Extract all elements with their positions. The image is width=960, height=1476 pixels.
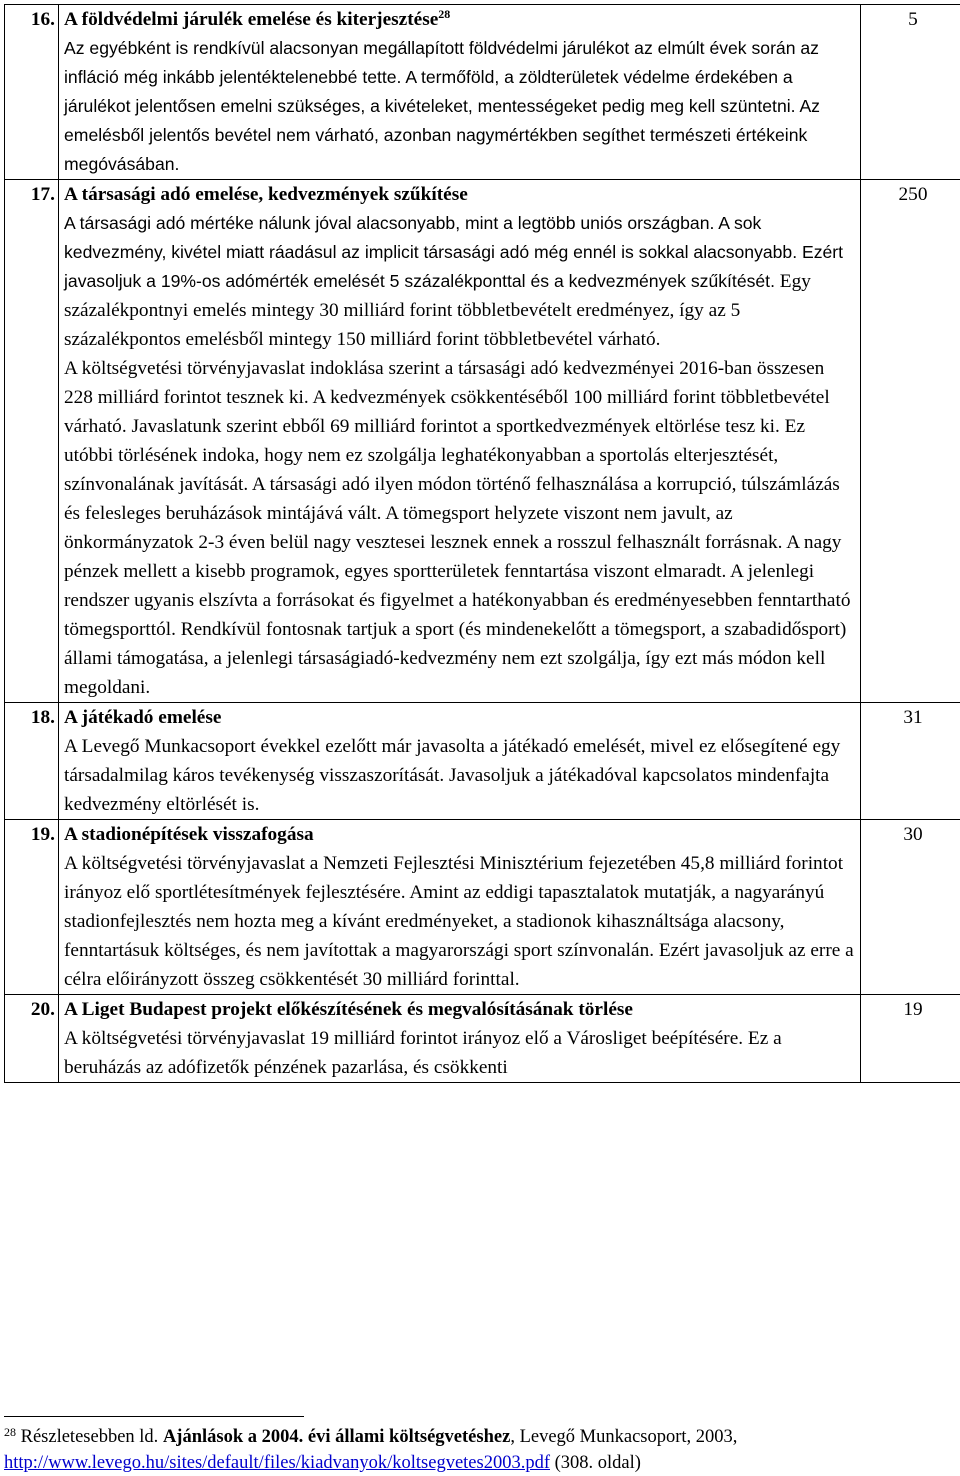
- footnote-reference[interactable]: 28: [438, 7, 451, 21]
- proposal-number: 17.: [5, 180, 59, 703]
- proposal-title-text: A játékadó emelése: [64, 707, 222, 728]
- proposal-row: [5, 820, 960, 995]
- proposal-amount: 30: [861, 820, 960, 995]
- proposal-text: A költségvetési törvényjavaslat indoklása szerint a társasági adó kedvezményei 2016-ban összesen 228 milliárd forintot tesznek ki. A kedvezmények csökkentéséből 100 milliárd forint többletbevétel várható. Javaslatunk szerint ebből 69 milliárd forintot a sportkedvezmények eltörlése tesz ki. Ez utóbbi törlésének indoka, hogy nem ez szolgálja leghatékonyabban a sportolás elterjesztését, színvonalának javítását. A társasági adó ilyen módon történő felhasználása a korrupció, túlszámlázás és felesleges beruházások mintájává vált. A tömegsport helyzete viszont nem javult, az önkormányzatok 2-3 éven belül nagy vesztesei lesznek ennek a rosszul felhasznált forrásnak. A nagy pénzek mellett a kisebb programok, egyes sportterületek fenntartása viszont elmaradt. A jelenlegi rendszer ugyanis elszívta a forrásokat és figyelmet a hatékonyabban és eredményesebben fenntartható tömegsporttól. Rendkívül fontosnak tartjuk a sport (és mindenekelőtt a tömegsport, a szabadidősport) állami támogatása, a jelenlegi társaságiadó-kedvezmény nem ezt szolgálja, így ezt más módon kell megoldani.: [64, 358, 851, 698]
- footnote-source-title: Ajánlások a 2004. évi állami költségvetéshez: [162, 1427, 511, 1447]
- proposal-content: [59, 703, 861, 820]
- proposal-paragraph: [64, 1024, 856, 1082]
- footnote-suffix: , Levegő Munkacsoport, 2003,: [510, 1427, 738, 1447]
- proposal-content: [59, 820, 861, 995]
- proposal-text: A Levegő Munkacsoport évekkel ezelőtt már javasolta a játékadó emelését, mivel ez elősegítené egy társadalmilag káros tevékenység visszaszorítását. Javasoljuk a játékadóval kapcsolatos mindenfajta kedvezmény eltörlését is.: [64, 736, 841, 815]
- proposal-title: [64, 5, 856, 34]
- proposal-title-text: A stadionépítések visszafogása: [64, 824, 314, 845]
- proposal-row: [5, 703, 960, 820]
- footnote-number: 28: [4, 1425, 16, 1439]
- footnote-page-ref: (308. oldal): [550, 1453, 641, 1473]
- proposal-content: [59, 180, 861, 703]
- proposal-amount: 19: [861, 995, 960, 1083]
- proposal-amount: 5: [861, 5, 960, 180]
- proposal-number: 19.: [5, 820, 59, 995]
- proposal-amount: 31: [861, 703, 960, 820]
- proposal-title: [64, 703, 856, 732]
- proposal-row: [5, 995, 960, 1083]
- proposal-title-text: A földvédelmi járulék emelése és kiterjesztése: [64, 9, 439, 30]
- proposal-number: 20.: [5, 995, 59, 1083]
- proposal-row: [5, 5, 960, 180]
- proposal-title: [64, 995, 856, 1024]
- proposal-row: [5, 180, 960, 703]
- proposal-paragraph: [64, 354, 856, 702]
- proposal-title: [64, 820, 856, 849]
- footnote-rule: [4, 1416, 304, 1417]
- proposal-title-text: A társasági adó emelése, kedvezmények szűkítése: [64, 184, 468, 205]
- proposal-text: A költségvetési törvényjavaslat a Nemzeti Fejlesztési Minisztérium fejezetében 45,8 milliárd forintot irányoz elő sportlétesítmények fejlesztésére. Amint az eddigi tapasztalatok mutatják, a nagyarányú stadionfejlesztés nem hozta meg a kívánt eredményeket, a stadionok kihasználtsága alacsony, fenntartásuk költséges, és nem javítottak a magyarországi sport színvonalán. Ezért javasoljuk az erre a célra előirányzott összeg csökkentését 30 milliárd forinttal.: [64, 853, 854, 990]
- footnote-prefix: Részletesebben ld.: [16, 1427, 163, 1447]
- proposal-paragraph: [64, 849, 856, 994]
- proposals-table: [4, 4, 960, 1083]
- proposal-number: 16.: [5, 5, 59, 180]
- proposal-content: [59, 5, 861, 180]
- footnote-link[interactable]: http://www.levego.hu/sites/default/files/kiadvanyok/koltsegvetes2003.pdf: [4, 1453, 550, 1473]
- proposal-title: [64, 180, 856, 209]
- proposal-paragraph: [64, 209, 856, 354]
- proposal-text: A költségvetési törvényjavaslat 19 milliárd forintot irányoz elő a Városliget beépítésére. Ez a beruházás az adófizetők pénzének pazarlása, és csökkenti: [64, 1028, 782, 1078]
- proposal-text: A társasági adó mértéke nálunk jóval alacsonyabb, mint a legtöbb uniós országban. A sok kedvezmény, kivétel miatt ráadásul az implicit társasági adó még ennél is sokkal alacsonyabb. Ezért javasoljuk a 19%-os adómérték emelését 5 százalékponttal és a kedvezmények szűkítését.: [64, 213, 844, 291]
- proposal-text: Az egyébként is rendkívül alacsonyan megállapított földvédelmi járulékot az elmúlt évek során az infláció még inkább jelentéktelenebbé tette. A termőföld, a zöldterületek védelme érdekében a járulékot jelentősen emelni szükséges, a kivételeket, mentességeket pedig meg kell szüntetni. Az emelésből jelentős bevétel nem várható, azonban nagymértékben segíthet természeti értékeink megóvásában.: [64, 38, 820, 174]
- proposal-paragraph: [64, 34, 856, 179]
- proposal-content: [59, 995, 861, 1083]
- proposal-title-text: A Liget Budapest projekt előkészítésének és megvalósításának törlése: [64, 999, 633, 1020]
- footnote: [4, 1424, 954, 1476]
- proposal-paragraph: [64, 732, 856, 819]
- proposal-number: 18.: [5, 703, 59, 820]
- proposal-text: Egy százalékpontnyi emelés mintegy 30 milliárd forint többletbevételt eredményez, így az 5 százalékpontos emelésből mintegy 150 milliárd forint többletbevétel várható.: [64, 271, 811, 350]
- proposal-amount: 250: [861, 180, 960, 703]
